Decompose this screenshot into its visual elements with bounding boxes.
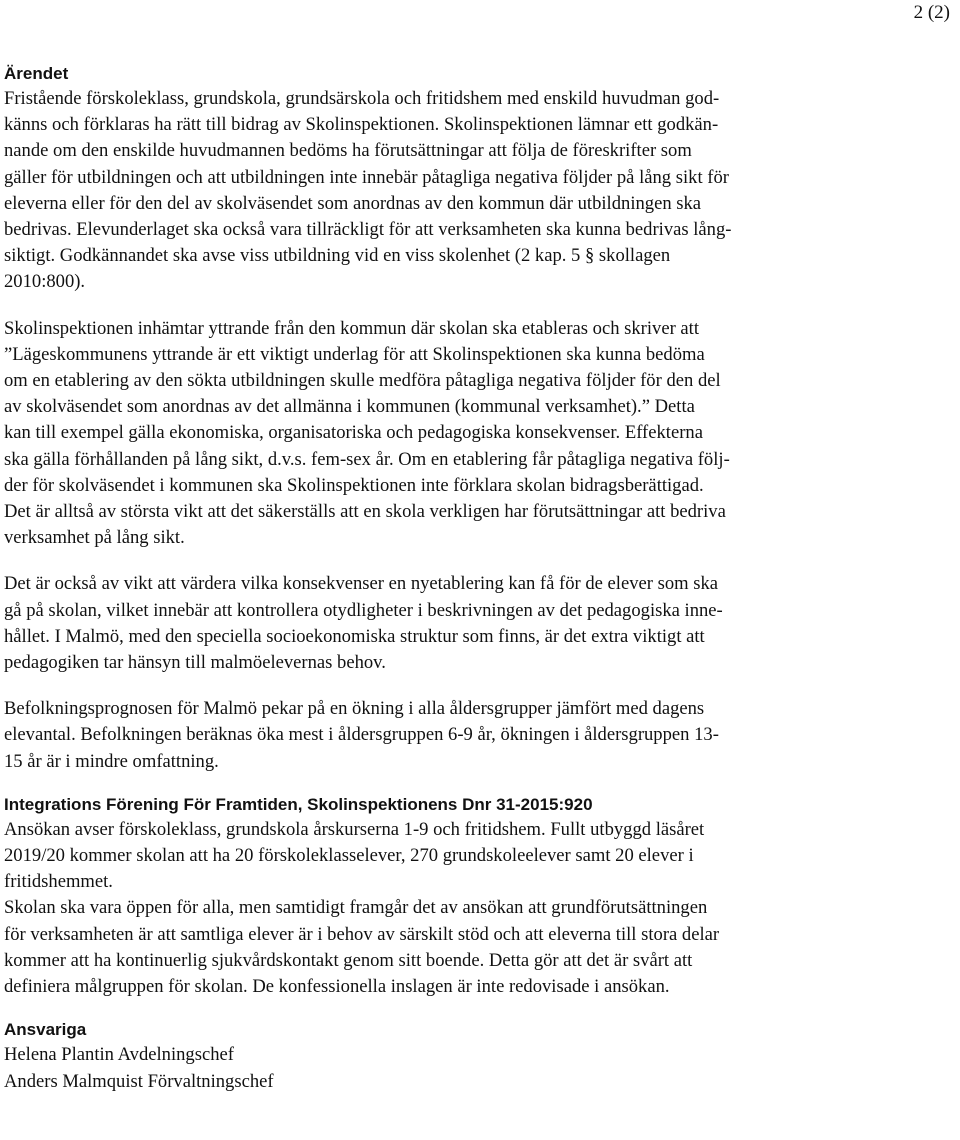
document-body	[4, 62, 954, 1095]
text-line: 2010:800).	[4, 271, 86, 293]
text-line: 15 år är i mindre omfattning.	[4, 750, 219, 772]
responsible-person: Helena Plantin Avdelningschef	[4, 1044, 234, 1066]
text-line: för verksamheten är att samtliga elever är i behov av särskilt stöd och att eleverna till stora delar	[4, 923, 720, 945]
page-number: 2 (2)	[913, 2, 950, 23]
paragraph-yttrande	[4, 316, 954, 552]
text-line: kommer att ha kontinuerlig sjukvårdskontakt genom sitt boende. Detta gör att det är svårt att	[4, 949, 693, 971]
text-line: om en etablering av den sökta utbildningen skulle medföra påtagliga negativa följder för den del	[4, 370, 721, 392]
text-line: Fristående förskoleklass, grundskola, grundsärskola och fritidshem med enskild huvudman god-	[4, 88, 720, 109]
text-line: elevantal. Befolkningen beräknas öka mest i åldersgruppen 6-9 år, ökningen i åldersgruppen 13-	[4, 724, 719, 746]
text-line: pedagogiken tar hänsyn till malmöelevernas behov.	[4, 652, 386, 674]
text-line: av skolväsendet som anordnas av det allmänna i kommunen (kommunal verksamhet).” Detta	[4, 396, 695, 418]
text-line: nande om den enskilde huvudmannen bedöms ha förutsättningar att följa de föreskrifter som	[4, 140, 692, 162]
paragraph-ansokan	[4, 817, 954, 896]
section-heading-integrations: Integrations Förening För Framtiden, Skolinspektionens Dnr 31-2015:920	[4, 794, 593, 814]
text-line: Det är också av vikt att värdera vilka konsekvenser en nyetablering kan få för de elever som ska	[4, 573, 719, 595]
responsible-list	[4, 1042, 954, 1094]
paragraph-skolan	[4, 895, 954, 1000]
text-line: siktigt. Godkännandet ska avse viss utbildning vid en viss skolenhet (2 kap. 5 § skollagen	[4, 245, 671, 267]
text-line: hållet. I Malmö, med den speciella socioekonomiska struktur som finns, är det extra viktigt att	[4, 625, 705, 647]
text-line: definiera målgruppen för skolan. De konfessionella inslagen är inte redovisade i ansökan.	[4, 976, 670, 998]
paragraph-konsekvenser	[4, 571, 954, 676]
section-heading-arendet: Ärendet	[4, 64, 69, 83]
paragraph-arendet-intro	[4, 86, 954, 296]
text-line: eleverna eller för den del av skolväsendet som anordnas av den kommun där utbildningen ska	[4, 192, 702, 214]
text-line: verksamhet på lång sikt.	[4, 527, 185, 549]
text-line: 2019/20 kommer skolan att ha 20 förskoleklasselever, 270 grundskoleelever samt 20 elever i	[4, 845, 694, 867]
text-line: känns och förklaras ha rätt till bidrag av Skolinspektionen. Skolinspektionen lämnar ett godkän-	[4, 114, 719, 136]
text-line: Skolan ska vara öppen för alla, men samtidigt framgår det av ansökan att grundförutsättningen	[4, 897, 708, 919]
text-line: ”Lägeskommunens yttrande är ett viktigt underlag för att Skolinspektionen ska kunna bedöma	[4, 343, 705, 365]
text-line: gäller för utbildningen och att utbildningen inte innebär påtagliga negativa följder på lång sikt för	[4, 166, 729, 188]
text-line: Skolinspektionen inhämtar yttrande från den kommun där skolan ska etableras och skriver att	[4, 317, 700, 339]
text-line: fritidshemmet.	[4, 871, 113, 893]
responsible-person: Anders Malmquist Förvaltningschef	[4, 1070, 274, 1092]
text-line: kan till exempel gälla ekonomiska, organisatoriska och pedagogiska konsekvenser. Effekterna	[4, 422, 703, 444]
text-line: der för skolväsendet i kommunen ska Skolinspektionen inte förklara skolan bidragsberättigad.	[4, 474, 704, 496]
text-line: Befolkningsprognosen för Malmö pekar på en ökning i alla åldersgrupper jämfört med dagens	[4, 698, 705, 720]
text-line: gå på skolan, vilket innebär att kontrollera otydligheter i beskrivningen av det pedagogiska inne-	[4, 599, 723, 621]
paragraph-befolkning	[4, 696, 954, 775]
text-line: Ansökan avser förskoleklass, grundskola årskurserna 1-9 och fritidshem. Fullt utbyggd läsåret	[4, 818, 705, 840]
text-line: ska gälla förhållanden på lång sikt, d.v.s. fem-sex år. Om en etablering får påtagliga negativa följ-	[4, 448, 730, 470]
section-heading-ansvariga: Ansvariga	[4, 1020, 87, 1040]
text-line: bedrivas. Elevunderlaget ska också vara tillräckligt för att verksamheten ska kunna bedrivas lång-	[4, 219, 732, 241]
text-line: Det är alltså av största vikt att det säkerställs att en skola verkligen har förutsättningar att bedriva	[4, 501, 726, 523]
